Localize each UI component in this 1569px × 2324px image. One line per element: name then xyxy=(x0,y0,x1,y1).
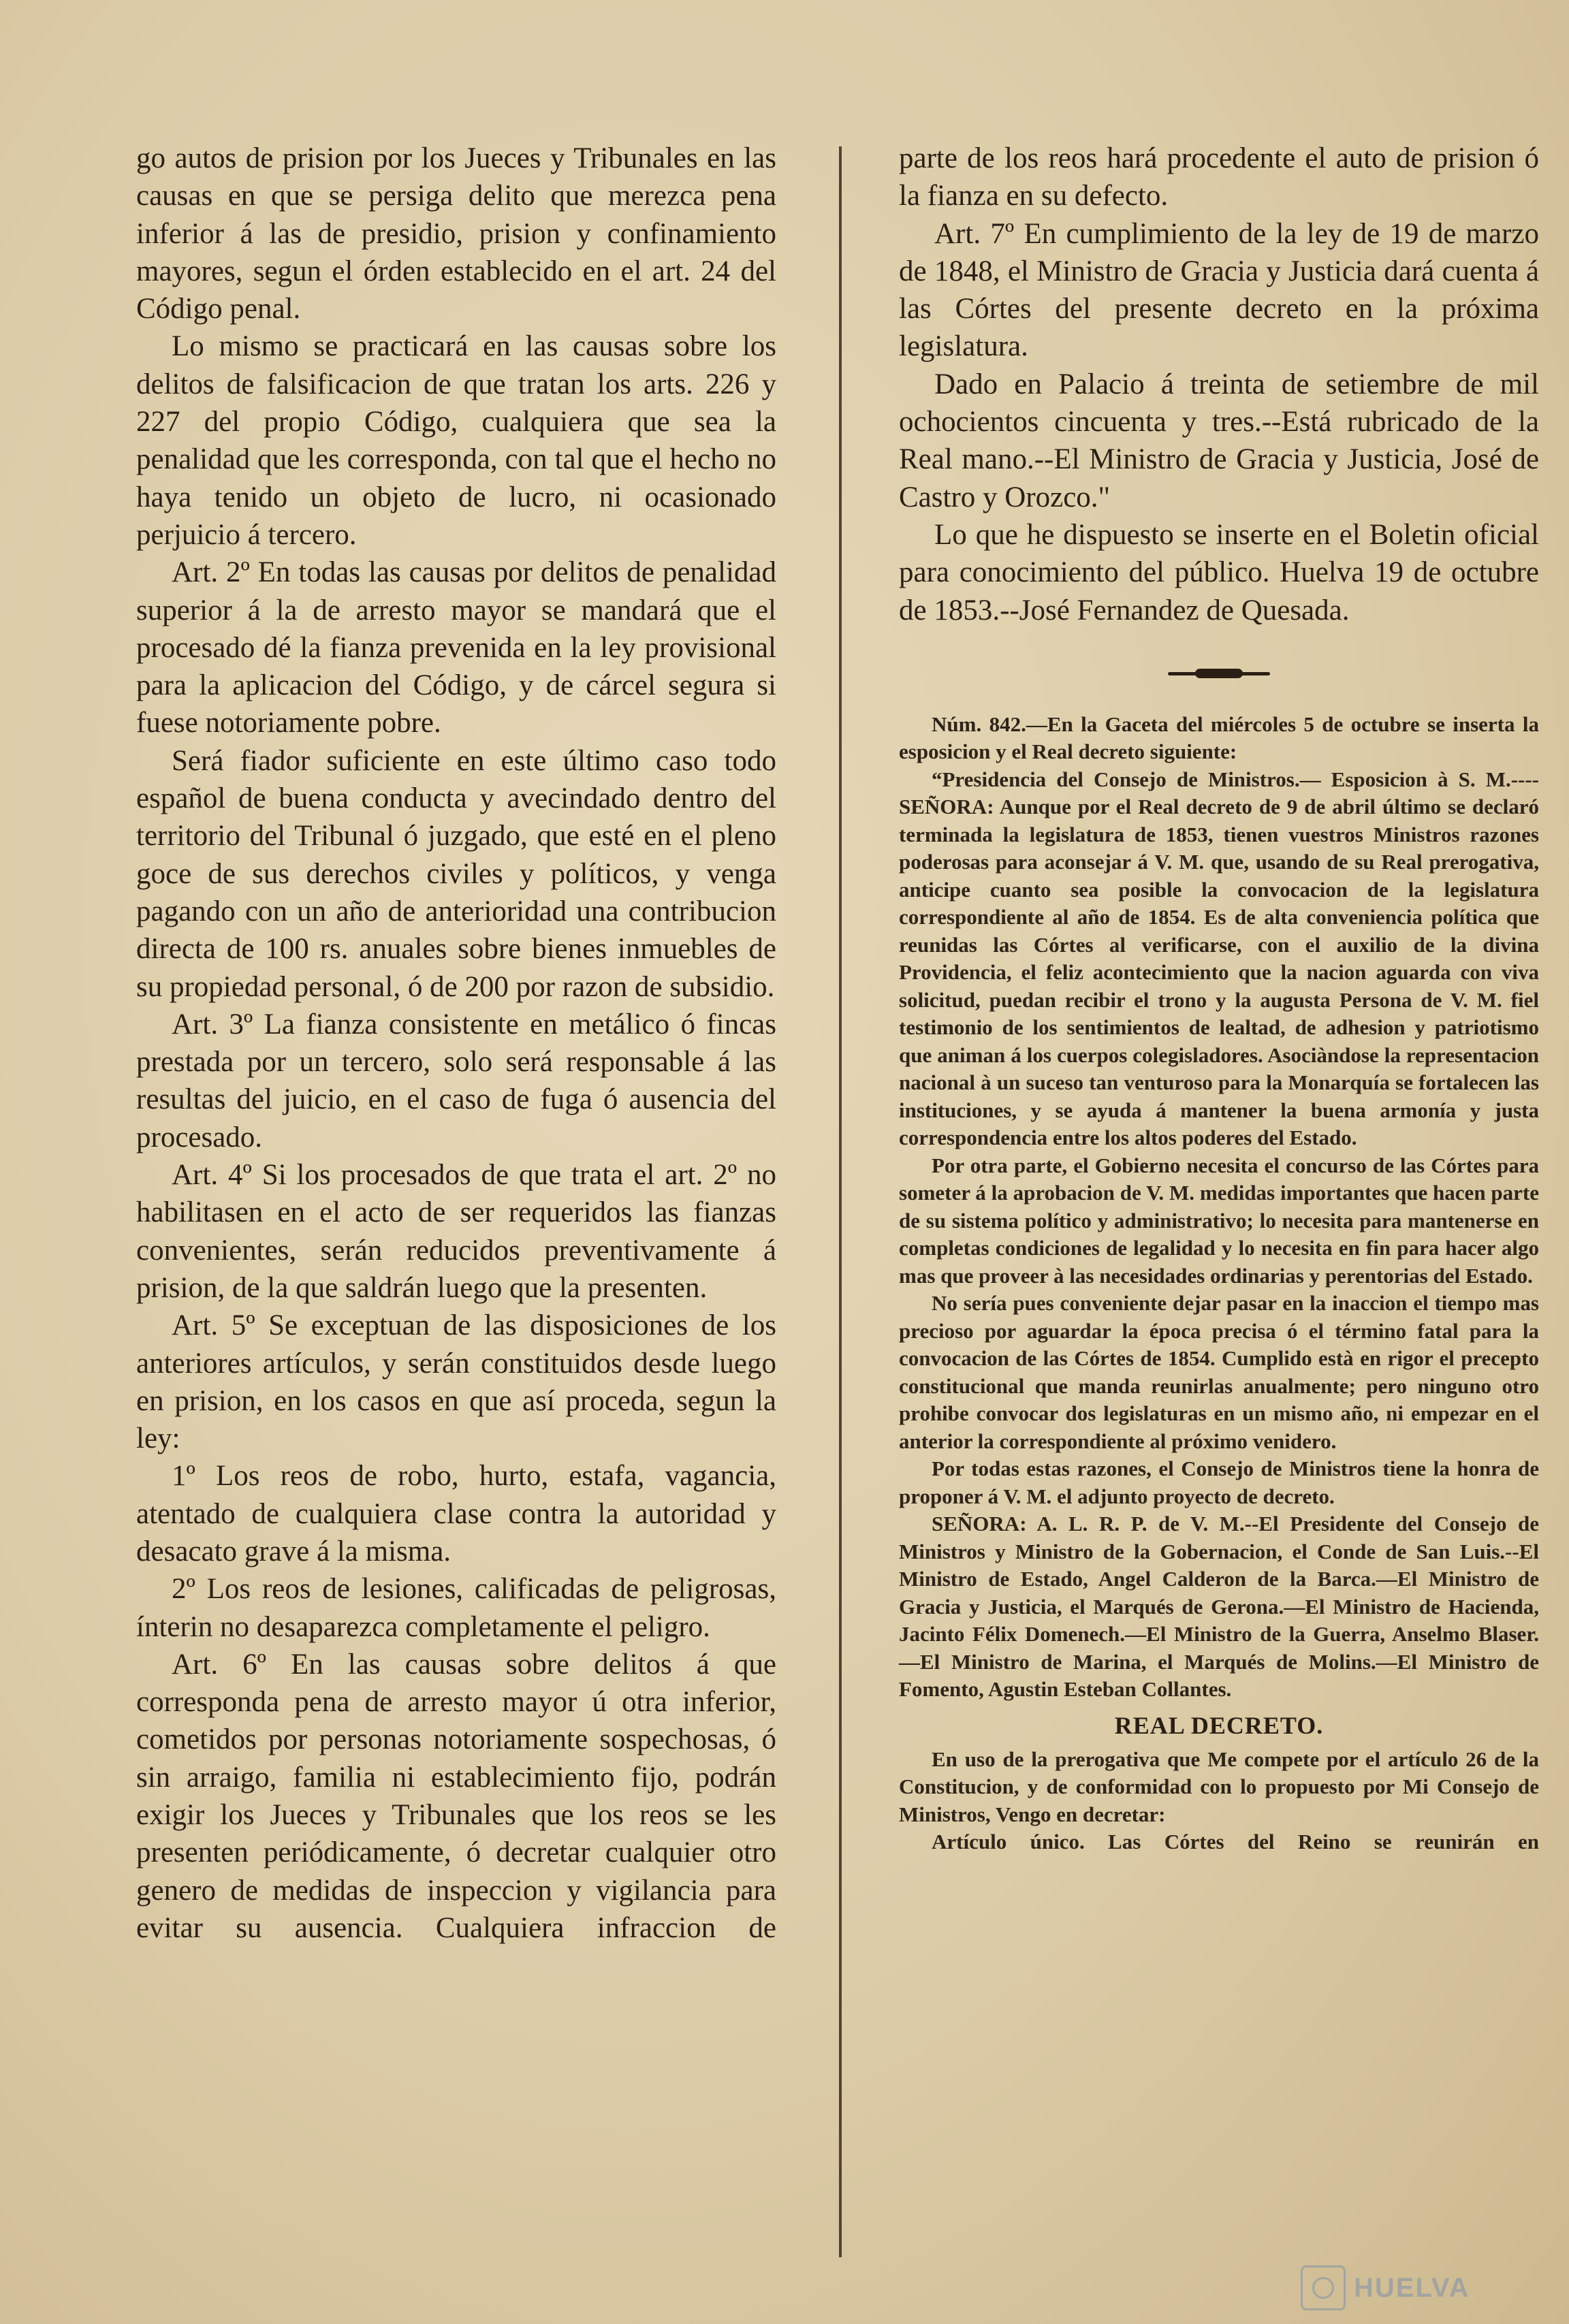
decree-paragraph: Artículo único. Las Córtes del Reino se reunirán en xyxy=(932,1830,1539,1854)
archive-seal-icon xyxy=(1301,2265,1346,2310)
gaceta-paragraph: No sería pues conveniente dejar pasar en la inaccion el tiempo mas precioso por aguardar la época precisa ó el término fatal para la convocacion de las Córtes de 1854. Cumplido està en rigor el precepto constitucional que manda reunirlas anualmente; pero ninguno otro prohibe convocar dos legislaturas en un mismo año, ni empezar en el anterior la correspondiente al próximo venidero. xyxy=(899,1291,1539,1453)
decree-paragraph: En uso de la prerogativa que Me compete por el artículo 26 de la Constitucion, y de conformidad con lo propuesto por Mi Consejo de Ministros, Vengo en decretar: xyxy=(899,1747,1539,1826)
left-column-paragraph: 1º Los reos de robo, hurto, estafa, vagancia, atentado de cualquiera clase contra la autoridad y desacato grave á la misma. xyxy=(136,1460,776,1567)
right-column-top-text xyxy=(899,140,1539,629)
gaceta-paragraph: Núm. 842.—En la Gaceta del miércoles 5 de octubre se inserta la esposicion y el Real decreto siguiente: xyxy=(899,712,1539,764)
decree-heading: REAL DECRETO. xyxy=(1114,1711,1324,1739)
left-column-paragraph: Art. 2º En todas las causas por delitos de penalidad superior á la de arresto mayor se mandará que el procesado dé la fianza prevenida en la ley provisional para la aplicacion del Código, y de cárcel segura si fuese notoriamente pobre. xyxy=(136,556,776,739)
left-column-paragraph: 2º Los reos de lesiones, calificadas de peligrosas, ínterin no desaparezca completamente el peligro. xyxy=(136,1573,776,1643)
gaceta-paragraph: “Presidencia del Consejo de Ministros.— Esposicion à S. M.----SEÑORA: Aunque por el Real decreto de 9 de abril último se declaró terminada la legislatura de 1853, tienen vuestros Ministros razones poderosas para aconsejar á V. M. que, usando de su Real prerogativa, anticipe cuanto sea posible la convocacion de la legislatura correspondiente al año de 1854. Es de alta conveniencia política que reunidas las Córtes al verificarse, con el auxilio de la divina Providencia, el feliz acontecimiento que la nacion aguarda con viva solicitud, puedan recibir el trono y la augusta Persona de V. M. fiel testimonio de los sentimientos de lealtad, de adhesion y patriotismo que animan á los cuerpos colegisladores. Asociàndose la representacion nacional à un suceso tan venturoso para la Monarquía se fortalecen las instituciones, y se ayuda á mantener la buena armonía y justa correspondencia entre los altos poderes del Estado. xyxy=(899,767,1539,1150)
left-column-paragraph: Lo mismo se practicará en las causas sobre los delitos de falsificacion de que tratan los arts. 226 y 227 del propio Código, cualquiera que sea la penalidad que les corresponda, con tal que el hecho no haya tenido un objeto de lucro, ni ocasionado perjuicio á tercero. xyxy=(136,330,776,551)
left-column-paragraph: Será fiador suficiente en este último caso todo español de buena conducta y avecindado dentro del territorio del Tribunal ó juzgado, que esté en el pleno goce de sus derechos civiles y políticos, y venga pagando con un año de anterioridad una contribucion directa de 100 rs. anuales sobre bienes inmuebles de su propiedad personal, ó de 200 por razon de subsidio. xyxy=(136,744,776,1003)
section-ornament xyxy=(1168,669,1270,678)
gaceta-paragraph: SEÑORA: A. L. R. P. de V. M.--El Presidente del Consejo de Ministros y Ministro de la Gobernacion, el Conde de San Luis.--El Ministro de Estado, Angel Calderon de la Barca.—El Ministro de Gracia y Justicia, el Marqués de Gerona.—El Ministro de Hacienda, Jacinto Félix Domenech.—El Ministro de la Guerra, Anselmo Blaser.—El Ministro de Marina, el Marqués de Molins.—El Ministro de Fomento, Agustin Esteban Collantes. xyxy=(899,1512,1539,1702)
archive-seal xyxy=(1301,2261,1519,2315)
left-column-paragraph: go autos de prision por los Jueces y Tribunales en las causas en que se persiga delito que merezca pena inferior á las de presidio, prision y confinamiento mayores, segun el órden establecido en el art. 24 del Código penal. xyxy=(136,142,776,325)
right-column-top-paragraph: Lo que he dispuesto se inserte en el Boletin oficial para conocimiento del público. Huelva 19 de octubre de 1853.--José Fernandez de Quesada. xyxy=(899,518,1539,626)
gaceta-paragraph: Por otra parte, el Gobierno necesita el concurso de las Córtes para someter á la aprobacion de V. M. medidas importantes que hacen parte de su sistema político y administrativo; lo necesita para mantenerse en completas condiciones de legalidad y lo necesita en fin para hacer algo mas que proveer à las necesidades ordinarias y perentorias del Estado. xyxy=(899,1153,1539,1288)
left-column-paragraph: Art. 4º Si los procesados de que trata el art. 2º no habilitasen en el acto de ser requeridos las fianzas convenientes, serán reducidos preventivamente á prision, de la que saldrán luego que la presenten. xyxy=(136,1159,776,1304)
gaceta-extract xyxy=(899,711,1539,1704)
right-column-top-paragraph: parte de los reos hará procedente el auto de prision ó la fianza en su defecto. xyxy=(899,142,1539,212)
left-column-paragraph: Art. 5º Se exceptuan de las disposiciones de los anteriores artículos, y serán constituidos desde luego en prision, en los casos en que así proceda, segun la ley: xyxy=(136,1309,776,1455)
left-column-paragraph: Art. 6º En las causas sobre delitos á que corresponda pena de arresto mayor ú otra inferior, cometidos por personas notoriamente sospechosas, ó sin arraigo, familia ni establecimiento fijo, podrán exigir los Jueces y Tribunales que los reos se les presenten periódicamente, ó decretar cualquier otro genero de medidas de inspeccion y vigilancia para evitar su ausencia. Cualquiera infraccion de xyxy=(136,1648,776,1944)
left-column xyxy=(136,140,776,1947)
gaceta-paragraph: Por todas estas razones, el Consejo de Ministros tiene la honra de proponer á V. M. el adjunto proyecto de decreto. xyxy=(899,1457,1539,1508)
right-column xyxy=(899,140,1539,1856)
column-divider xyxy=(839,146,842,2257)
archive-seal-text: HUELVA xyxy=(1354,2272,1470,2303)
decree-text xyxy=(899,1746,1539,1856)
right-column-top-paragraph: Dado en Palacio á treinta de setiembre de mil ochocientos cincuenta y tres.--Está rubricado de la Real mano.--El Ministro de Gracia y Justicia, José de Castro y Orozco." xyxy=(899,368,1539,513)
right-column-top-paragraph: Art. 7º En cumplimiento de la ley de 19 de marzo de 1848, el Ministro de Gracia y Justicia dará cuenta á las Córtes del presente decreto en la próxima legislatura. xyxy=(899,217,1539,363)
left-column-paragraph: Art. 3º La fianza consistente en metálico ó fincas prestada por un tercero, solo será responsable á las resultas del juicio, en el caso de fuga ó ausencia del procesado. xyxy=(136,1008,776,1153)
